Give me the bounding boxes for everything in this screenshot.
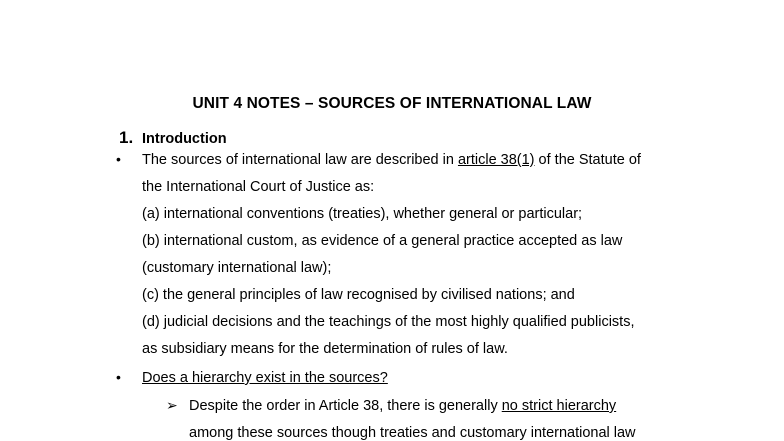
section-number: 1. <box>119 128 134 147</box>
no-strict-hierarchy-text: no strict hierarchy <box>501 398 617 414</box>
list-item-a: (a) international conventions (treaties), whether general or particular; <box>142 206 583 222</box>
paragraph-line: the International Court of Justice as: <box>142 179 375 195</box>
list-item-c: (c) the general principles of law recognised by civilised nations; and <box>142 287 575 303</box>
text-run: of the Statute of <box>534 152 641 168</box>
bullet-marker: • <box>116 151 121 167</box>
text-run: Despite the order in Article 38, there is generally <box>189 398 502 414</box>
list-item-b-continued: (customary international law); <box>142 260 332 276</box>
section-heading: Introduction <box>142 131 227 147</box>
sub-point-line: among these sources though treaties and customary international law <box>189 425 636 441</box>
arrow-bullet-icon: ➢ <box>166 397 178 413</box>
sub-point-line <box>189 398 616 414</box>
list-item-b: (b) international custom, as evidence of a general practice accepted as law <box>142 233 623 249</box>
text-run: The sources of international law are described in <box>142 152 458 168</box>
hierarchy-question: Does a hierarchy exist in the sources? <box>142 370 388 386</box>
page-title: UNIT 4 NOTES – SOURCES OF INTERNATIONAL LAW <box>192 95 592 112</box>
paragraph-line <box>142 152 641 168</box>
list-item-d: (d) judicial decisions and the teachings of the most highly qualified publicists, <box>142 314 635 330</box>
list-item-d-continued: as subsidiary means for the determination of rules of law. <box>142 341 508 357</box>
bullet-marker: • <box>116 369 121 385</box>
article-reference-link[interactable]: article 38(1) <box>457 152 535 168</box>
